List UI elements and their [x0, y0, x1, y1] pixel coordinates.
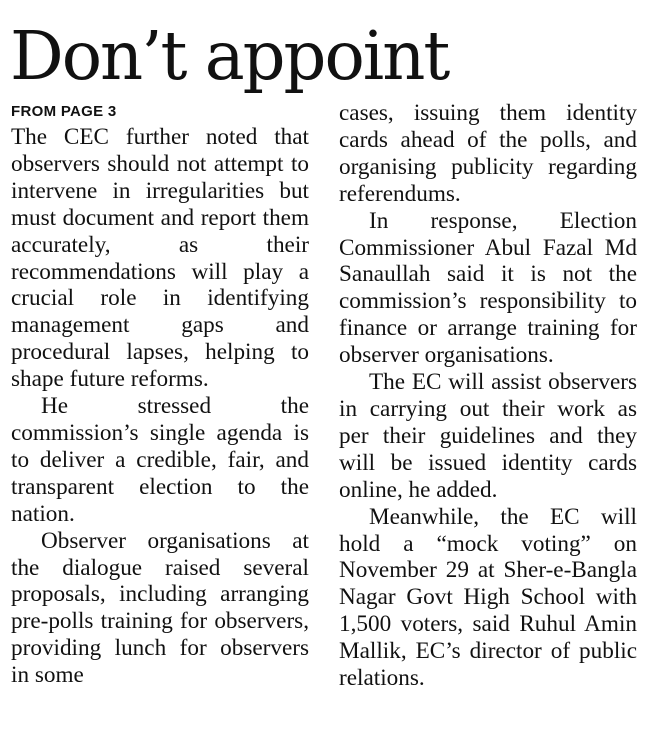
paragraph-cec-noted: The CEC further noted that observers should not attempt to intervene in irregularities but must document and report them accurately, as their recommendations will play a crucial role in identifying management gaps and procedural lapses, helping to shape future reforms.	[11, 124, 309, 393]
headline: Don’t appoint	[10, 17, 449, 95]
article-column-right	[339, 100, 637, 692]
paragraph-single-agenda: He stressed the commission’s single agenda is to deliver a credible, fair, and transparent election to the nation.	[11, 393, 309, 527]
paragraph-mock-voting: Meanwhile, the EC will hold a “mock voting” on November 29 at Sher-e-Bangla Nagar Govt High School with 1,500 voters, said Ruhul Amin Mallik, EC’s director of public relations.	[339, 503, 637, 692]
paragraph-ec-assist: The EC will assist observers in carrying out their work as per their guidelines and they will be issued identity cards online, he added.	[339, 369, 637, 503]
article-column-left	[11, 100, 309, 689]
paragraph-commissioner-response: In response, Election Commissioner Abul Fazal Md Sanaullah said it is not the commission’s responsibility to finance or arrange training for observer organisations.	[339, 207, 637, 369]
paragraph-proposals-continued: cases, issuing them identity cards ahead of the polls, and organising publicity regarding referendums.	[339, 100, 637, 207]
paragraph-observer-proposals: Observer organisations at the dialogue raised several proposals, including arranging pre-polls training for observers, providing lunch for observers in some	[11, 527, 309, 689]
continuation-kicker: FROM PAGE 3	[11, 103, 117, 120]
